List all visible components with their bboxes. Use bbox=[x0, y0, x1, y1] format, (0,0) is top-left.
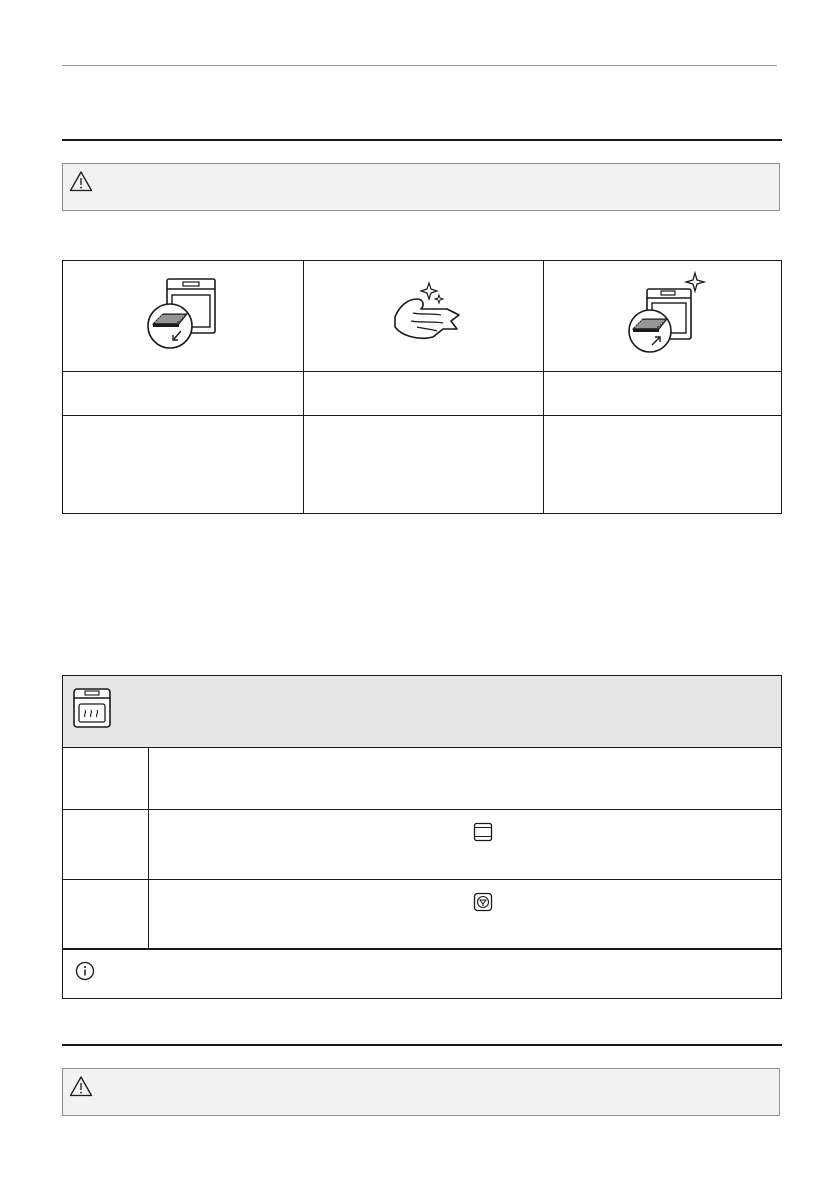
filter-cup-icon bbox=[473, 892, 493, 912]
warning-triangle-icon bbox=[69, 1075, 93, 1097]
step-2-description bbox=[303, 415, 543, 513]
wipe-cloth-icon bbox=[377, 269, 467, 359]
table-header bbox=[63, 676, 781, 748]
section-rule bbox=[62, 139, 782, 141]
remove-shelf-icon bbox=[137, 269, 227, 359]
warning-box bbox=[62, 1068, 780, 1116]
table-row bbox=[63, 747, 781, 810]
table-row bbox=[63, 809, 781, 880]
function-settings-table bbox=[62, 675, 782, 999]
warning-triangle-icon bbox=[69, 170, 93, 192]
clean-oven-shelf-icon bbox=[617, 269, 707, 359]
step-3-label bbox=[543, 371, 783, 415]
header-rule bbox=[62, 65, 777, 66]
oven-frame-icon bbox=[473, 822, 493, 842]
oven-steam-icon bbox=[73, 688, 111, 728]
info-note bbox=[63, 948, 781, 998]
column-divider bbox=[148, 747, 149, 948]
section-rule bbox=[62, 1044, 782, 1046]
step-3-description bbox=[543, 415, 783, 513]
table-row bbox=[63, 879, 781, 948]
info-circle-icon bbox=[75, 961, 95, 981]
step-1-description bbox=[63, 415, 303, 513]
step-1-label bbox=[63, 371, 303, 415]
step-2-label bbox=[303, 371, 543, 415]
cleaning-steps-table bbox=[62, 260, 782, 514]
warning-box bbox=[62, 163, 780, 211]
